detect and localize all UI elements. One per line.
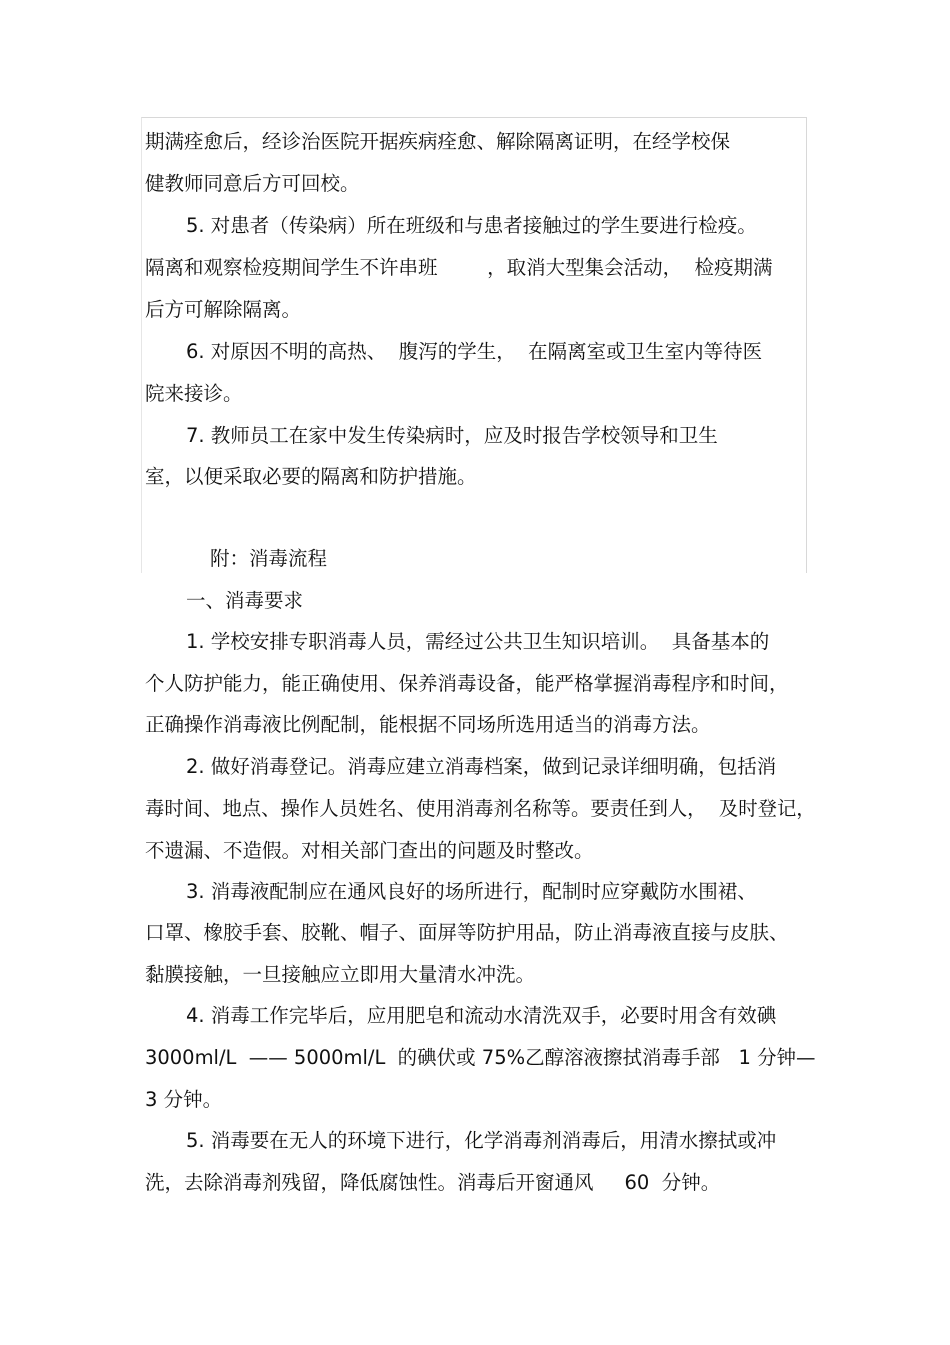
text-line: 院来接诊。 [145, 382, 243, 405]
text-line: 正确操作消毒液比例配制，能根据不同场所选用适当的消毒方法。 [145, 713, 711, 736]
text-line: 隔离和观察检疫期间学生不许串班 ，取消大型集会活动， 检疫期满 [145, 256, 773, 279]
appendix-title: 附：消毒流程 [210, 547, 328, 570]
text-line: 不遗漏、不造假。对相关部门查出的问题及时整改。 [145, 839, 594, 862]
section-heading: 一、消毒要求 [186, 589, 304, 612]
text-line: 1. 学校安排专职消毒人员，需经过公共卫生知识培训。 具备基本的 [186, 630, 770, 653]
text-line: 5. 消毒要在无人的环境下进行，化学消毒剂消毒后，用清水擦拭或冲 [186, 1129, 777, 1152]
text-line: 6. 对原因不明的高热、 腹泻的学生， 在隔离室或卫生室内等待医 [186, 340, 763, 363]
text-line: 4. 消毒工作完毕后，应用肥皂和流动水清洗双手，必要时用含有效碘 [186, 1004, 777, 1027]
text-line: 黏膜接触，一旦接触应立即用大量清水冲洗。 [145, 963, 536, 986]
text-line: 毒时间、地点、操作人员姓名、使用消毒剂名称等。要责任到人， 及时登记， [145, 797, 816, 820]
text-line: 室，以便采取必要的隔离和防护措施。 [145, 465, 477, 488]
text-line: 个人防护能力，能正确使用、保养消毒设备，能严格掌握消毒程序和时间， [145, 672, 789, 695]
text-line: 7. 教师员工在家中发生传染病时，应及时报告学校领导和卫生 [186, 424, 718, 447]
text-line: 5. 对患者（传染病）所在班级和与患者接触过的学生要进行检疫。 [186, 214, 757, 237]
text-line: 洗，去除消毒剂残留，降低腐蚀性。消毒后开窗通风 60 分钟。 [145, 1171, 721, 1194]
text-line: 后方可解除隔离。 [145, 298, 302, 321]
text-line: 3. 消毒液配制应在通风良好的场所进行，配制时应穿戴防水围裙、 [186, 880, 757, 903]
text-line: 3 分钟。 [145, 1088, 223, 1111]
text-line: 2. 做好消毒登记。消毒应建立消毒档案，做到记录详细明确，包括消 [186, 755, 777, 778]
text-line: 口罩、橡胶手套、胶靴、帽子、面屏等防护用品，防止消毒液直接与皮肤、 [145, 921, 789, 944]
text-line: 期满痊愈后，经诊治医院开据疾病痊愈、解除隔离证明，在经学校保 [145, 130, 731, 153]
text-line: 3000ml/L —— 5000ml/L 的碘伏或 75%乙醇溶液擦拭消毒手部 1 分钟— [145, 1046, 816, 1069]
text-line: 健教师同意后方可回校。 [145, 172, 360, 195]
